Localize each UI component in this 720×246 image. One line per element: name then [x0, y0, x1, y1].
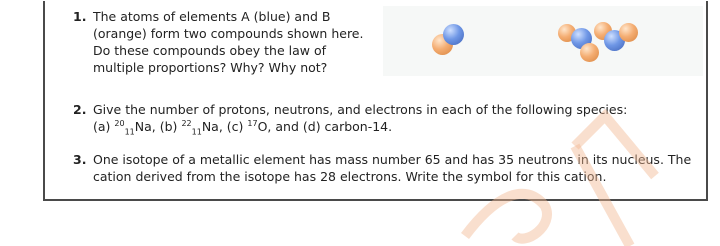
orange-atom-icon	[619, 23, 638, 42]
question-line: multiple proportions? Why? Why not?	[93, 60, 328, 75]
question-number: 3.	[73, 152, 87, 167]
question-line: The atoms of elements A (blue) and B	[93, 9, 331, 24]
part-label: (b)	[159, 119, 178, 134]
mass-number: 20	[114, 118, 125, 128]
mass-number: 22	[181, 118, 192, 128]
blue-atom-icon	[443, 24, 464, 45]
question-number: 2.	[73, 102, 87, 117]
question-text	[93, 151, 703, 185]
element-symbol: Na,	[134, 119, 156, 134]
question-line: Do these compounds obey the law of	[93, 43, 326, 58]
mass-number: 17	[247, 118, 258, 128]
question-number: 1.	[73, 9, 87, 24]
question-text	[93, 101, 693, 135]
element-symbol: O,	[257, 119, 272, 134]
part-text: and (d) carbon-14.	[275, 119, 393, 134]
part-label: (c)	[226, 119, 244, 134]
molecule-illustration	[383, 6, 703, 76]
question-text	[93, 8, 368, 76]
part-label: (a)	[93, 119, 111, 134]
atomic-number: 11	[191, 127, 202, 137]
question-line: (orange) form two compounds shown here.	[93, 26, 364, 41]
atomic-number: 11	[124, 127, 135, 137]
orange-atom-icon	[580, 43, 599, 62]
question-line: One isotope of a metallic element has mass number 65 and has 35 neutrons in its nucleus. The	[93, 152, 692, 167]
question-line: cation derived from the isotope has 28 electrons. Write the symbol for this cation.	[93, 169, 607, 184]
question-line: Give the number of protons, neutrons, and electrons in each of the following species:	[93, 102, 628, 117]
question-line	[93, 118, 693, 135]
element-symbol: Na,	[201, 119, 223, 134]
